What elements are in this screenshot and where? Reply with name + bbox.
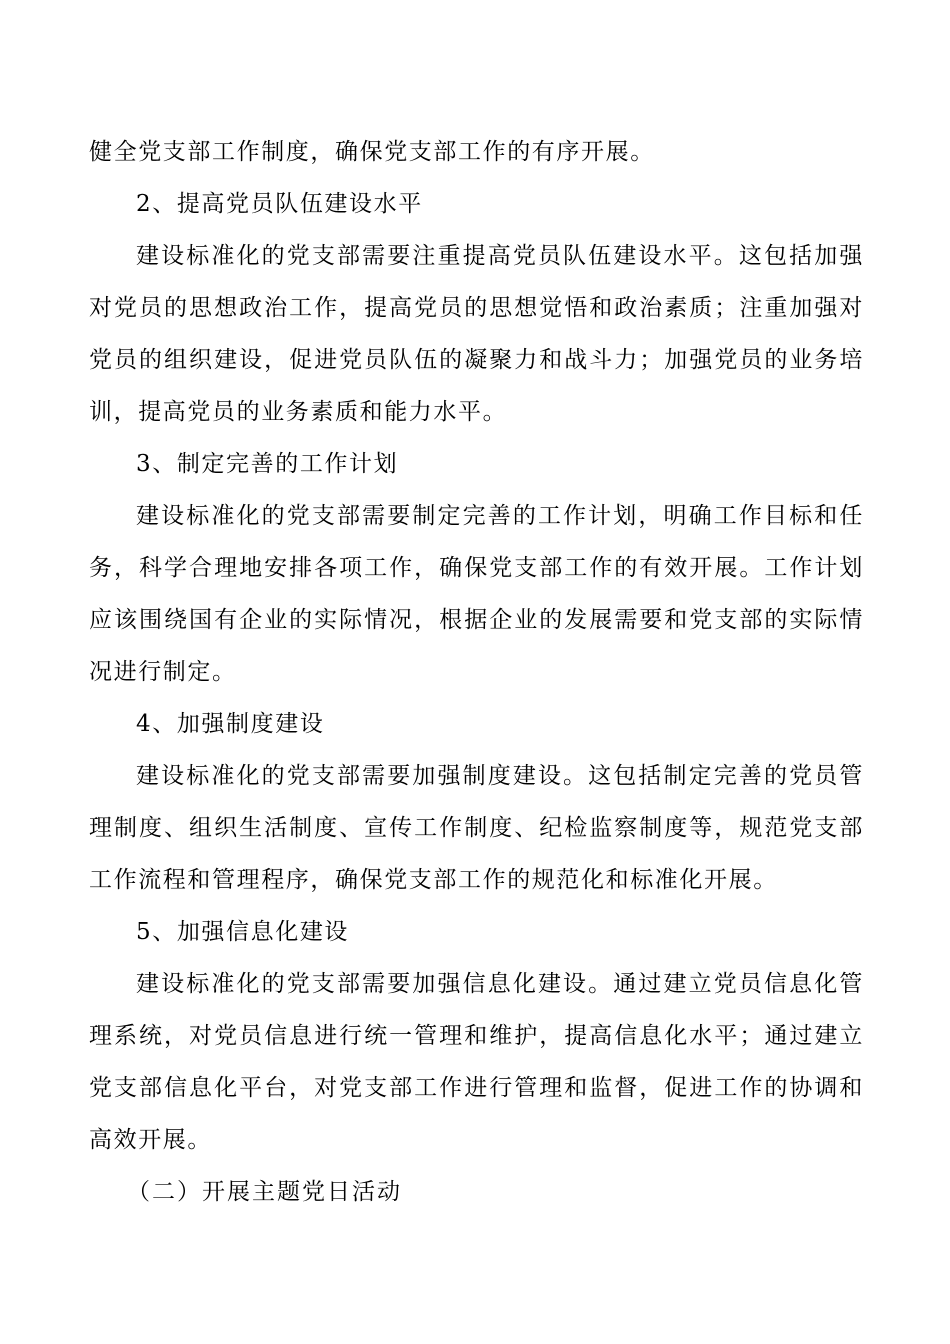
- subheading-2: 2、提高党员队伍建设水平: [136, 191, 423, 217]
- paragraph-work-plan: 建设标准化的党支部需要制定完善的工作计划，明确工作目标和任务，科学合理地安排各项工作，确保党支部工作的有效开展。工作计划应该围绕国有企业的实际情况，根据企业的发展需要和党支部的实际情况进行制定。: [89, 503, 864, 685]
- subheading-3: 3、制定完善的工作计划: [136, 451, 399, 477]
- subheading-5: 5、加强信息化建设: [136, 919, 350, 945]
- subheading-4: 4、加强制度建设: [136, 711, 325, 737]
- paragraph-continuation: 健全党支部工作制度，确保党支部工作的有序开展。: [89, 139, 655, 165]
- paragraph-member-team: 建设标准化的党支部需要注重提高党员队伍建设水平。这包括加强对党员的思想政治工作，提高党员的思想觉悟和政治素质；注重加强对党员的组织建设，促进党员队伍的凝聚力和战斗力；加强党员的业务培训，提高党员的业务素质和能力水平。: [89, 243, 864, 425]
- document-body: [89, 126, 864, 1218]
- paragraph-informatization: 建设标准化的党支部需要加强信息化建设。通过建立党员信息化管理系统，对党员信息进行统一管理和维护，提高信息化水平；通过建立党支部信息化平台，对党支部工作进行管理和监督，促进工作的协调和高效开展。: [89, 971, 864, 1153]
- paragraph-institution: 建设标准化的党支部需要加强制度建设。这包括制定完善的党员管理制度、组织生活制度、宣传工作制度、纪检监察制度等，规范党支部工作流程和管理程序，确保党支部工作的规范化和标准化开展。: [89, 763, 864, 893]
- section-heading-2: （二）开展主题党日活动: [127, 1179, 402, 1205]
